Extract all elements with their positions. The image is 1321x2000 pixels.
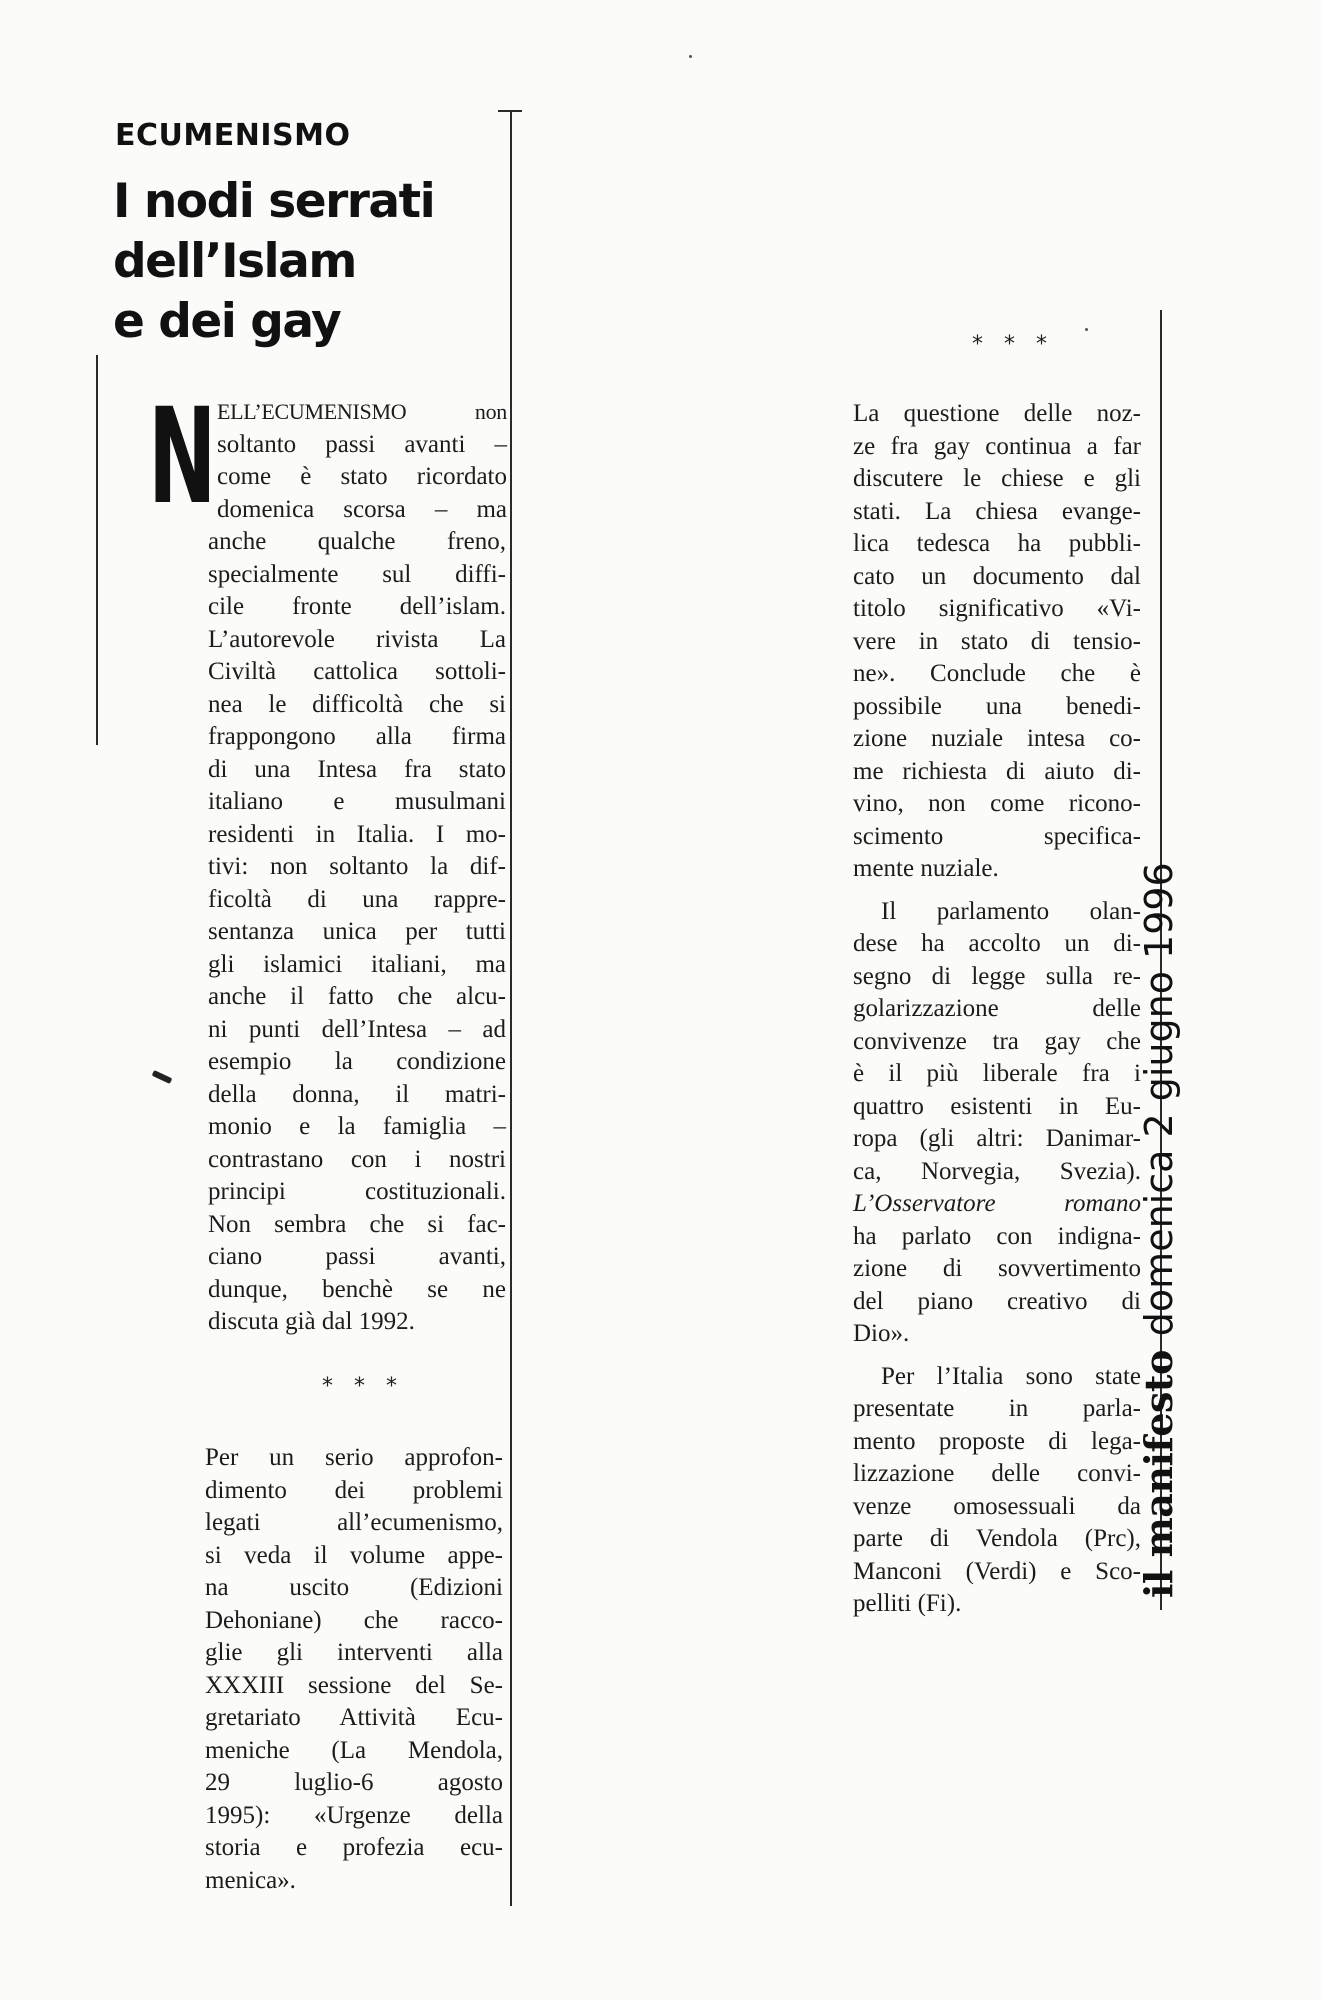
text-line: lizzazione delle convi- bbox=[853, 1460, 1141, 1487]
text-line: ficoltà di una rappre- bbox=[208, 885, 506, 913]
text-line: soltanto passi avanti – bbox=[217, 430, 507, 458]
text-line: vino, non come ricono- bbox=[853, 790, 1141, 817]
text-line: anche qualche freno, bbox=[208, 528, 506, 555]
text-line: mento proposte di lega- bbox=[853, 1427, 1141, 1455]
text-line: L’Osservatore romano bbox=[853, 1190, 1141, 1217]
text-line: stati. La chiesa evange- bbox=[853, 497, 1141, 525]
text-line: 29 luglio-6 agosto bbox=[205, 1769, 503, 1796]
text-line: cato un documento dal bbox=[853, 562, 1141, 590]
text-line: scimento specifica- bbox=[853, 822, 1141, 850]
text-line: lica tedesca ha pubbli- bbox=[853, 530, 1141, 557]
text-line: ropa (gli altri: Danimar- bbox=[853, 1125, 1141, 1152]
col2-para1 bbox=[853, 398, 1141, 1621]
text-line: è il più liberale fra i bbox=[853, 1060, 1141, 1087]
col1-para1-indented bbox=[217, 396, 507, 526]
text-line: della donna, il matri- bbox=[208, 1080, 506, 1108]
article-kicker: ECUMENISMO bbox=[115, 118, 351, 153]
ink-mark bbox=[152, 1070, 173, 1084]
text-line: ca, Norvegia, Svezia). bbox=[853, 1157, 1141, 1185]
text-line: come è stato ricordato bbox=[217, 463, 507, 490]
text-line: gli islamici italiani, ma bbox=[208, 950, 506, 978]
text-line: dunque, benchè se ne bbox=[208, 1275, 506, 1303]
paragraph-gap bbox=[853, 1351, 1141, 1361]
text-line: anche il fatto che alcu- bbox=[208, 983, 506, 1010]
text-line: ne». Conclude che è bbox=[853, 660, 1141, 687]
text-line: possibile una benedi- bbox=[853, 692, 1141, 720]
col1-para1 bbox=[208, 526, 506, 1339]
text-line: segno di legge sulla re- bbox=[853, 962, 1141, 990]
column-rule-left bbox=[96, 355, 98, 745]
text-line: specialmente sul diffi- bbox=[208, 560, 506, 588]
text-line: me richiesta di aiuto di- bbox=[853, 757, 1141, 785]
text-line: discuta già dal 1992. bbox=[208, 1308, 415, 1335]
text-line: Manconi (Verdi) e Sco- bbox=[853, 1557, 1141, 1585]
col1-para2 bbox=[205, 1442, 503, 1897]
text-line: quattro esistenti in Eu- bbox=[853, 1092, 1141, 1120]
text-line: XXXIII sessione del Se- bbox=[205, 1671, 503, 1699]
paragraph-gap bbox=[853, 886, 1141, 896]
text-line: Per l’Italia sono state bbox=[881, 1362, 1141, 1390]
publication-date: domenica 2 giugno 1996 bbox=[1137, 862, 1181, 1337]
headline-line-2: dell’Islam bbox=[113, 234, 356, 289]
text-line: ELL’ECUMENISMO non bbox=[217, 399, 507, 424]
text-line: titolo significativo «Vi- bbox=[853, 595, 1141, 622]
column-rule-center bbox=[510, 110, 512, 1906]
text-line: frappongono alla firma bbox=[208, 723, 506, 750]
text-line: dimento dei problemi bbox=[205, 1476, 503, 1504]
text-line: principi costituzionali. bbox=[208, 1178, 506, 1205]
text-line: discutere le chiese e gli bbox=[853, 465, 1141, 492]
text-line: parte di Vendola (Prc), bbox=[853, 1525, 1141, 1552]
text-line: presentate in parla- bbox=[853, 1395, 1141, 1422]
drop-cap: N bbox=[148, 380, 217, 534]
text-line: esempio la condizione bbox=[208, 1048, 506, 1075]
text-line: ciano passi avanti, bbox=[208, 1243, 506, 1270]
text-line: Per un serio approfon- bbox=[205, 1444, 503, 1471]
text-line: storia e profezia ecu- bbox=[205, 1834, 503, 1861]
publication-name: il manifesto bbox=[1136, 1350, 1181, 1598]
text-line: convivenze tra gay che bbox=[853, 1027, 1141, 1055]
text-line: ha parlato con indigna- bbox=[853, 1222, 1141, 1250]
text-line: mente nuziale. bbox=[853, 855, 999, 882]
text-line: residenti in Italia. I mo- bbox=[208, 820, 506, 848]
text-line: ze fra gay continua a far bbox=[853, 432, 1141, 460]
text-line: dese ha accolto un di- bbox=[853, 930, 1141, 957]
text-line: meniche (La Mendola, bbox=[205, 1736, 503, 1764]
text-line: zione nuziale intesa co- bbox=[853, 725, 1141, 752]
text-line: zione di sovvertimento bbox=[853, 1255, 1141, 1282]
headline-line-3: e dei gay bbox=[113, 294, 341, 349]
text-line: Dio». bbox=[853, 1320, 910, 1347]
text-line: na uscito (Edizioni bbox=[205, 1574, 503, 1601]
text-line: Dehoniane) che racco- bbox=[205, 1606, 503, 1634]
dateline bbox=[1136, 862, 1182, 1598]
text-line: glie gli interventi alla bbox=[205, 1639, 503, 1666]
speck bbox=[689, 55, 692, 58]
text-line: si veda il volume appe- bbox=[205, 1541, 503, 1569]
text-line: di una Intesa fra stato bbox=[208, 755, 506, 783]
text-line: sentanza unica per tutti bbox=[208, 918, 506, 945]
text-line: Non sembra che si fac- bbox=[208, 1210, 506, 1238]
text-line: golarizzazione delle bbox=[853, 995, 1141, 1022]
text-line: vere in stato di tensio- bbox=[853, 627, 1141, 655]
section-separator: * * * bbox=[972, 332, 1054, 357]
text-line: italiano e musulmani bbox=[208, 788, 506, 815]
text-line: domenica scorsa – ma bbox=[217, 495, 507, 523]
text-line: La questione delle noz- bbox=[853, 400, 1141, 427]
text-line: legati all’ecumenismo, bbox=[205, 1509, 503, 1536]
section-separator: * * * bbox=[322, 1374, 404, 1399]
text-line: cile fronte dell’islam. bbox=[208, 593, 506, 620]
text-line: tivi: non soltanto la dif- bbox=[208, 853, 506, 880]
text-line: contrastano con i nostri bbox=[208, 1145, 506, 1173]
text-line: gretariato Attività Ecu- bbox=[205, 1704, 503, 1731]
text-line: pelliti (Fi). bbox=[853, 1590, 962, 1617]
text-line: del piano creativo di bbox=[853, 1287, 1141, 1315]
article-headline bbox=[113, 172, 473, 352]
text-line: venze omosessuali da bbox=[853, 1492, 1141, 1520]
text-line: 1995): «Urgenze della bbox=[205, 1801, 503, 1829]
text-line: nea le difficoltà che si bbox=[208, 690, 506, 718]
text-line: menica». bbox=[205, 1866, 296, 1894]
text-line: ni punti dell’Intesa – ad bbox=[208, 1015, 506, 1043]
text-line: monio e la famiglia – bbox=[208, 1113, 506, 1140]
headline-line-1: I nodi serrati bbox=[113, 174, 435, 229]
text-line: L’autorevole rivista La bbox=[208, 625, 506, 653]
speck bbox=[1085, 328, 1088, 331]
text-line: Il parlamento olan- bbox=[881, 897, 1141, 925]
text-line: Civiltà cattolica sottoli- bbox=[208, 658, 506, 685]
